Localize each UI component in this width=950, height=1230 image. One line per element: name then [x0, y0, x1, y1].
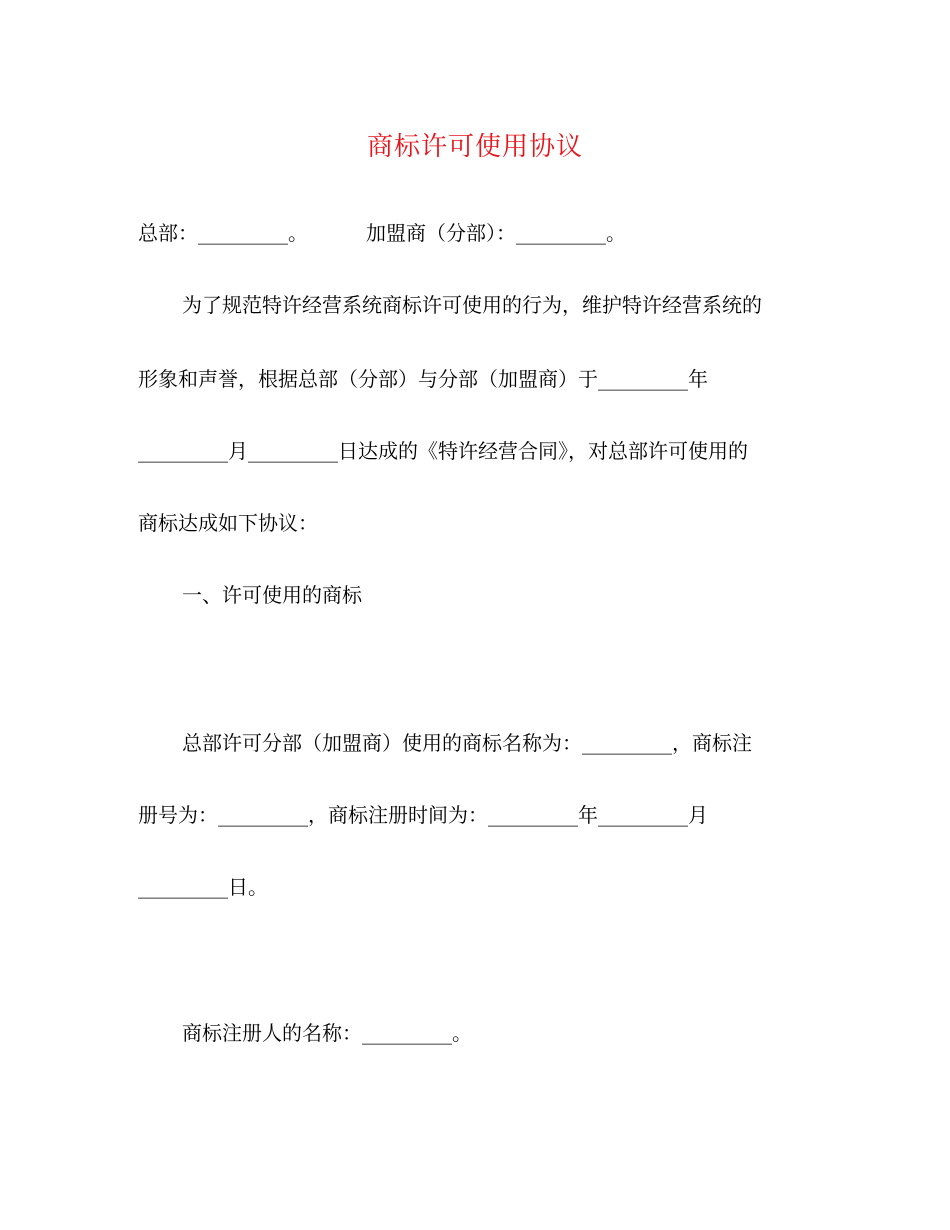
- paragraph1-line2: 形象和声誉，根据总部（分部）与分部（加盟商）于_________年: [138, 367, 708, 391]
- franchisee-field: 加盟商（分部）：_________。: [366, 221, 626, 245]
- paragraph1-line3: _________月_________日达成的《特许经营合同》，对总部许可使用的: [138, 439, 748, 463]
- paragraph2-line3: _________日。: [138, 875, 268, 899]
- paragraph3: 商标注册人的名称：_________。: [182, 1021, 472, 1045]
- paragraph1-line1: 为了规范特许经营系统商标许可使用的行为，维护特许经营系统的: [182, 293, 762, 317]
- paragraph2-line2: 册号为：_________，商标注册时间为：_________年_________月: [138, 803, 708, 827]
- header-line: [138, 218, 828, 248]
- hq-field: 总部：_________。: [138, 221, 308, 245]
- section1-heading: 一、许可使用的商标: [182, 583, 362, 607]
- paragraph2-line1: 总部许可分部（加盟商）使用的商标名称为：_________，商标注: [182, 731, 752, 755]
- document-title: 商标许可使用协议: [366, 132, 583, 162]
- paragraph1-line4: 商标达成如下协议：: [138, 511, 318, 535]
